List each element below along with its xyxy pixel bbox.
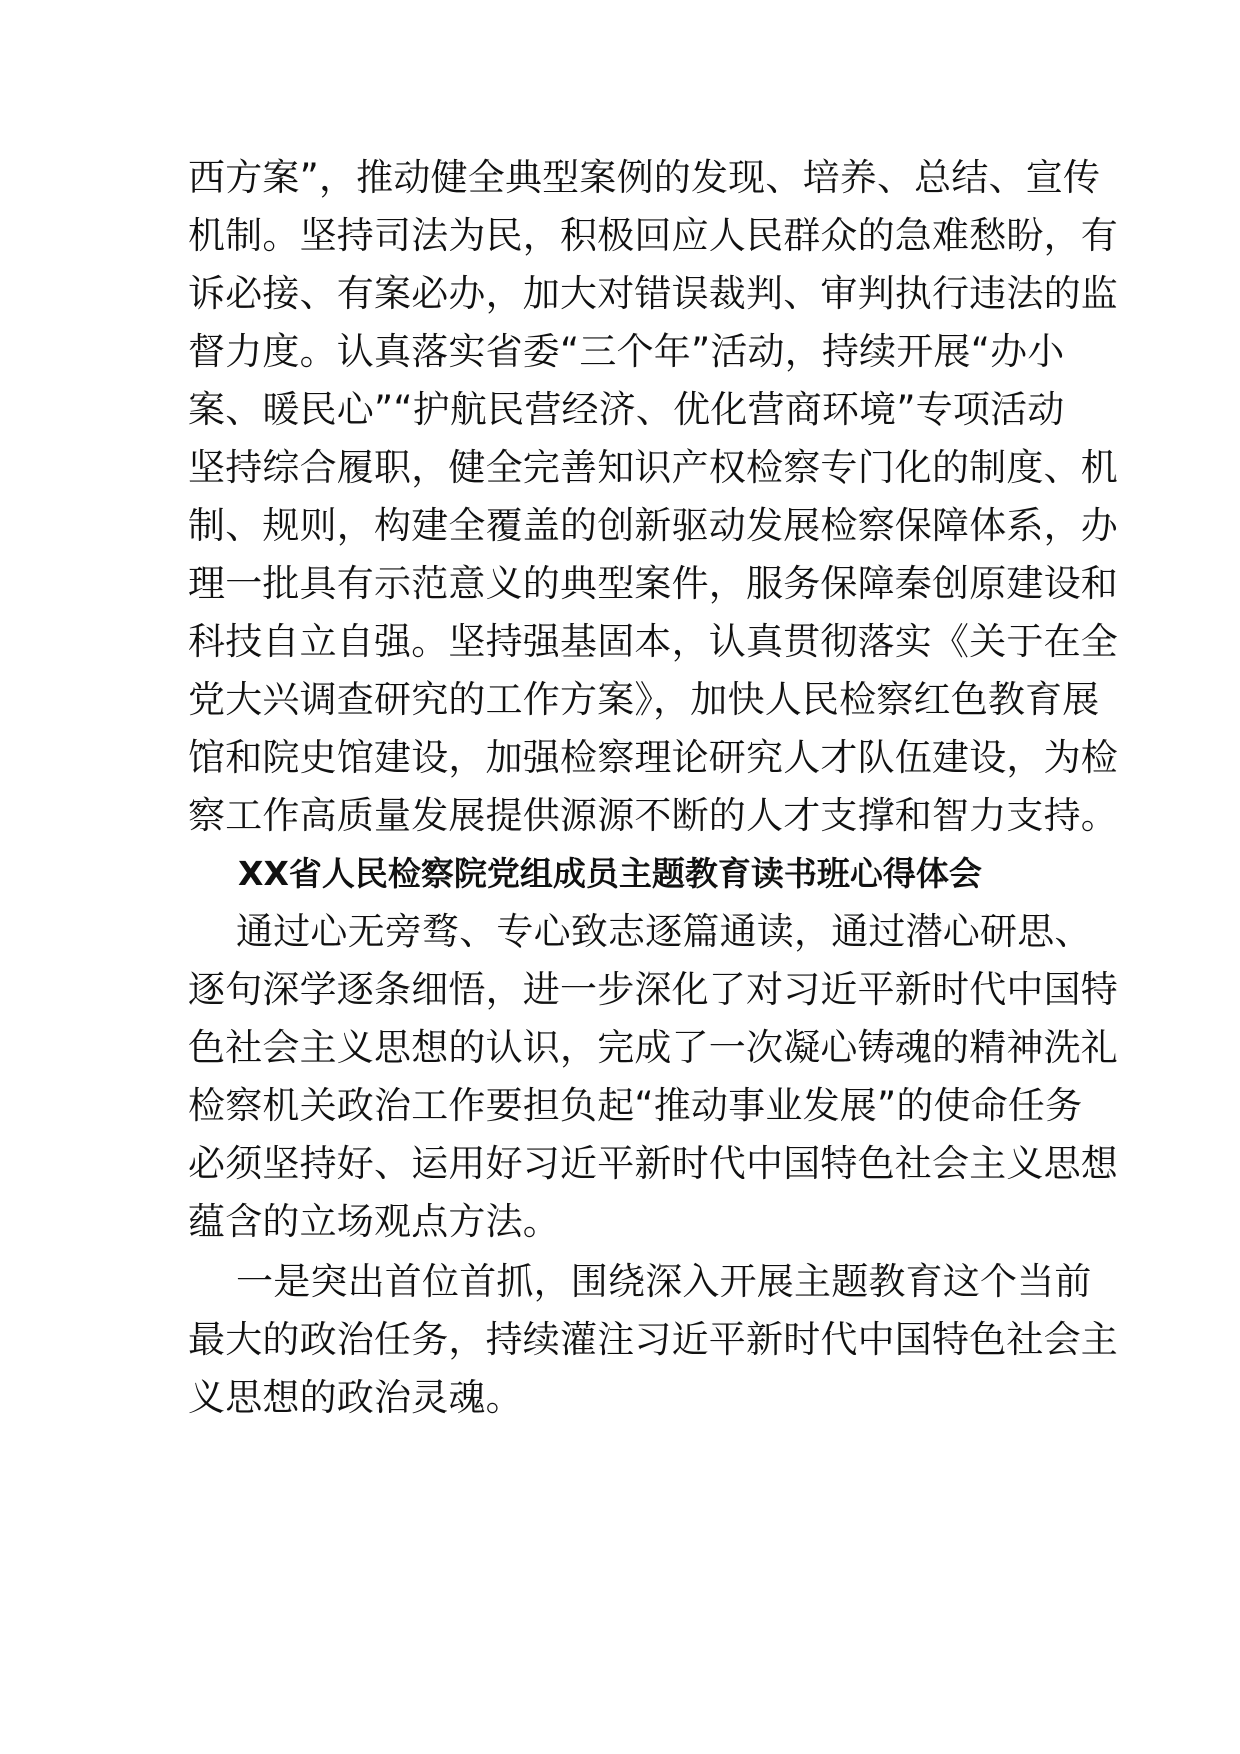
body-text-line: 蕴含的立场观点方法。 — [188, 1200, 560, 1243]
body-text-line: 察工作高质量发展提供源源不断的人才支撑和智力支持。 — [188, 794, 1118, 837]
body-text-line: 督力度。认真落实省委“三个年”活动，持续开展“办小 — [188, 330, 1065, 373]
body-text-line: 科技自立自强。坚持强基固本，认真贯彻落实《关于在全 — [188, 620, 1118, 663]
body-text-line: 案、暖民心”“护航民营经济、优化营商环境”专项活动 — [188, 388, 1065, 431]
body-text-line: 通过心无旁骛、专心致志逐篇通读，通过潜心研思、 — [236, 910, 1092, 953]
body-text-line: 理一批具有示范意义的典型案件，服务保障秦创原建设和 — [188, 562, 1118, 605]
body-text-line: 党大兴调查研究的工作方案》，加快人民检察红色教育展 — [188, 678, 1100, 721]
body-text-line: 一是突出首位首抓，围绕深入开展主题教育这个当前 — [236, 1260, 1092, 1303]
body-text-line: 机制。坚持司法为民，积极回应人民群众的急难愁盼，有 — [188, 214, 1118, 257]
body-text-line: 西方案”，推动健全典型案例的发现、培养、总结、宣传 — [188, 156, 1101, 199]
body-text-line: 坚持综合履职，健全完善知识产权检察专门化的制度、机 — [188, 446, 1118, 489]
body-text-line: 检察机关政治工作要担负起“推动事业发展”的使命任务 — [188, 1084, 1083, 1127]
body-text-line: 逐句深学逐条细悟，进一步深化了对习近平新时代中国特 — [188, 968, 1118, 1011]
body-text-line: 必须坚持好、运用好习近平新时代中国特色社会主义思想 — [188, 1142, 1118, 1185]
body-text-line: 义思想的政治灵魂。 — [188, 1376, 523, 1419]
body-text-line: 色社会主义思想的认识，完成了一次凝心铸魂的精神洗礼 — [188, 1026, 1118, 1069]
section-title: XX省人民检察院党组成员主题教育读书班心得体会 — [238, 854, 982, 893]
body-text-line: 诉必接、有案必办，加大对错误裁判、审判执行违法的监 — [188, 272, 1118, 315]
body-text-line: 最大的政治任务，持续灌注习近平新时代中国特色社会主 — [188, 1318, 1118, 1361]
body-text-line: 馆和院史馆建设，加强检察理论研究人才队伍建设，为检 — [188, 736, 1118, 779]
body-text-line: 制、规则，构建全覆盖的创新驱动发展检察保障体系，办 — [188, 504, 1118, 547]
